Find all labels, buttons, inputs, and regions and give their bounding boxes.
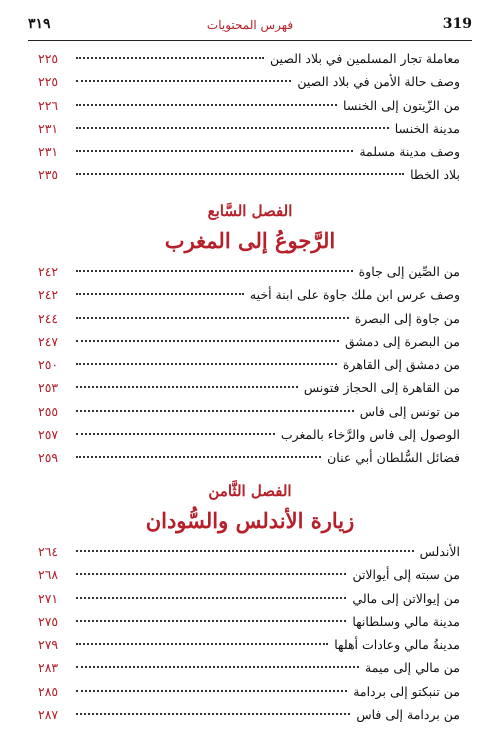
entry-title: من الزّيتون إلى الخنسا (343, 97, 460, 113)
entry-title: من الصِّين إلى جاوة (358, 264, 460, 279)
entry-page: ٢٦٨ (38, 567, 59, 583)
page-header (28, 10, 472, 41)
entry-page: ٢٤٧ (38, 333, 59, 349)
entry-title: من إيوالاتن إلى مالي (352, 590, 460, 606)
entry-title: بلاد الخطا (410, 167, 460, 183)
toc-entry (38, 563, 460, 586)
toc-entry (38, 307, 460, 330)
entry-page: ٢٣١ (38, 120, 59, 136)
toc-entry (38, 423, 460, 446)
toc-entry (38, 47, 460, 70)
entry-title: وصف مدينة مسلمة (359, 144, 460, 160)
entry-title: من البصرة إلى دمشق (344, 333, 460, 349)
toc-entry (38, 587, 460, 610)
page-number-latin: 319 (442, 16, 472, 32)
entry-page: ٢٥٥ (38, 403, 59, 419)
entry-title: الأندلس (419, 544, 460, 559)
toc-chapter-8 (38, 540, 460, 726)
leader-dots (76, 270, 353, 272)
entry-page: ٢٣١ (38, 144, 59, 160)
leader-dots (76, 173, 404, 175)
leader-dots (76, 713, 350, 715)
toc-entry (38, 283, 460, 306)
chapter-7-label: الفصل السَّابع (207, 202, 293, 220)
chapter-7-title: الرَّجوعُ إلى المغرب (164, 228, 336, 253)
entry-title: الوصول إلى فاس والرَّخاء بالمغرب (280, 427, 460, 443)
entry-title: وصف عرس ابن ملك جاوة على ابنة أخيه (249, 287, 460, 303)
running-title: فهرس المحتويات (206, 18, 294, 32)
toc-entry (38, 656, 460, 679)
leader-dots (76, 620, 346, 622)
entry-title: مدينة الخنسا (394, 120, 460, 136)
toc-entry (38, 400, 460, 423)
leader-dots (76, 317, 349, 319)
toc-entry (38, 140, 460, 163)
leader-dots (76, 363, 337, 365)
entry-page: ٢٧١ (38, 590, 59, 606)
leader-dots (76, 643, 328, 645)
entry-page: ٢٦٤ (38, 544, 59, 559)
entry-title: مدينةُ مالي وعادات أهلها (334, 637, 460, 653)
leader-dots (76, 293, 244, 295)
toc-entry (38, 70, 460, 93)
entry-page: ٢٧٥ (38, 613, 59, 629)
toc-entry (38, 260, 460, 283)
leader-dots (76, 80, 291, 82)
toc-entry (38, 330, 460, 353)
entry-page: ٢٤٤ (38, 310, 59, 326)
entry-page: ٢٨٣ (38, 660, 59, 676)
entry-title: من القاهرة إلى الحجاز فتونس (303, 380, 460, 396)
toc-entry (38, 680, 460, 703)
entry-title: من سبته إلى أيوالاتن (352, 567, 460, 583)
entry-page: ٢٨٧ (38, 707, 59, 723)
toc-entry (38, 540, 460, 563)
entry-page: ٢٨٥ (38, 683, 59, 699)
entry-page: ٢٥٠ (38, 357, 59, 373)
leader-dots (76, 433, 275, 435)
leader-dots (76, 386, 298, 388)
entry-title: من جاوة إلى البصرة (354, 310, 460, 326)
toc-section-1 (38, 47, 460, 187)
chapter-8-title: زيارة الأندلس والسُّودان (145, 508, 355, 533)
toc-entry (38, 376, 460, 399)
leader-dots (76, 666, 359, 668)
toc-entry (38, 610, 460, 633)
entry-title: مدينة مالي وسلطانها (352, 613, 460, 629)
entry-page: ٢٢٥ (38, 51, 59, 66)
toc-entry (38, 94, 460, 117)
leader-dots (76, 456, 321, 458)
entry-page: ٢٧٩ (38, 637, 59, 653)
entry-title: من بردامة إلى فاس (356, 707, 460, 723)
entry-page: ٢٢٥ (38, 74, 59, 90)
entry-page: ٢٤٢ (38, 287, 59, 303)
toc-entry (38, 446, 460, 469)
leader-dots (76, 597, 346, 599)
toc-entry (38, 353, 460, 376)
entry-title: من تونس إلى فاس (359, 403, 460, 419)
entry-page: ٢٥٧ (38, 427, 59, 443)
leader-dots (76, 57, 264, 59)
leader-dots (76, 573, 346, 575)
entry-title: من دمشق إلى القاهرة (342, 357, 460, 373)
toc-entry (38, 633, 460, 656)
entry-page: ٢٤٢ (38, 264, 59, 279)
entry-title: من مالي إلى ميمة (365, 660, 460, 676)
chapter-8-label: الفصل الثَّامن (208, 482, 292, 500)
toc-entry (38, 703, 460, 726)
leader-dots (76, 150, 353, 152)
leader-dots (76, 550, 414, 552)
entry-title: فضائل السُّلطان أبي عنان (327, 450, 460, 466)
entry-page: ٢٢٦ (38, 97, 59, 113)
toc-chapter-7 (38, 260, 460, 470)
entry-title: وصف حالة الأمن في بلاد الصين (297, 74, 460, 90)
leader-dots (76, 410, 354, 412)
toc-entry (38, 117, 460, 140)
entry-title: معاملة تجار المسلمين في بلاد الصين (270, 51, 460, 66)
entry-page: ٢٥٩ (38, 450, 59, 466)
leader-dots (76, 104, 337, 106)
entry-page: ٢٥٣ (38, 380, 59, 396)
entry-title: من تنبكتو إلى بردامة (353, 683, 460, 699)
page-number-arabic: ٣١٩ (28, 16, 51, 32)
leader-dots (76, 127, 389, 129)
leader-dots (76, 690, 347, 692)
leader-dots (76, 340, 339, 342)
toc-entry (38, 163, 460, 186)
entry-page: ٢٣٥ (38, 167, 59, 183)
